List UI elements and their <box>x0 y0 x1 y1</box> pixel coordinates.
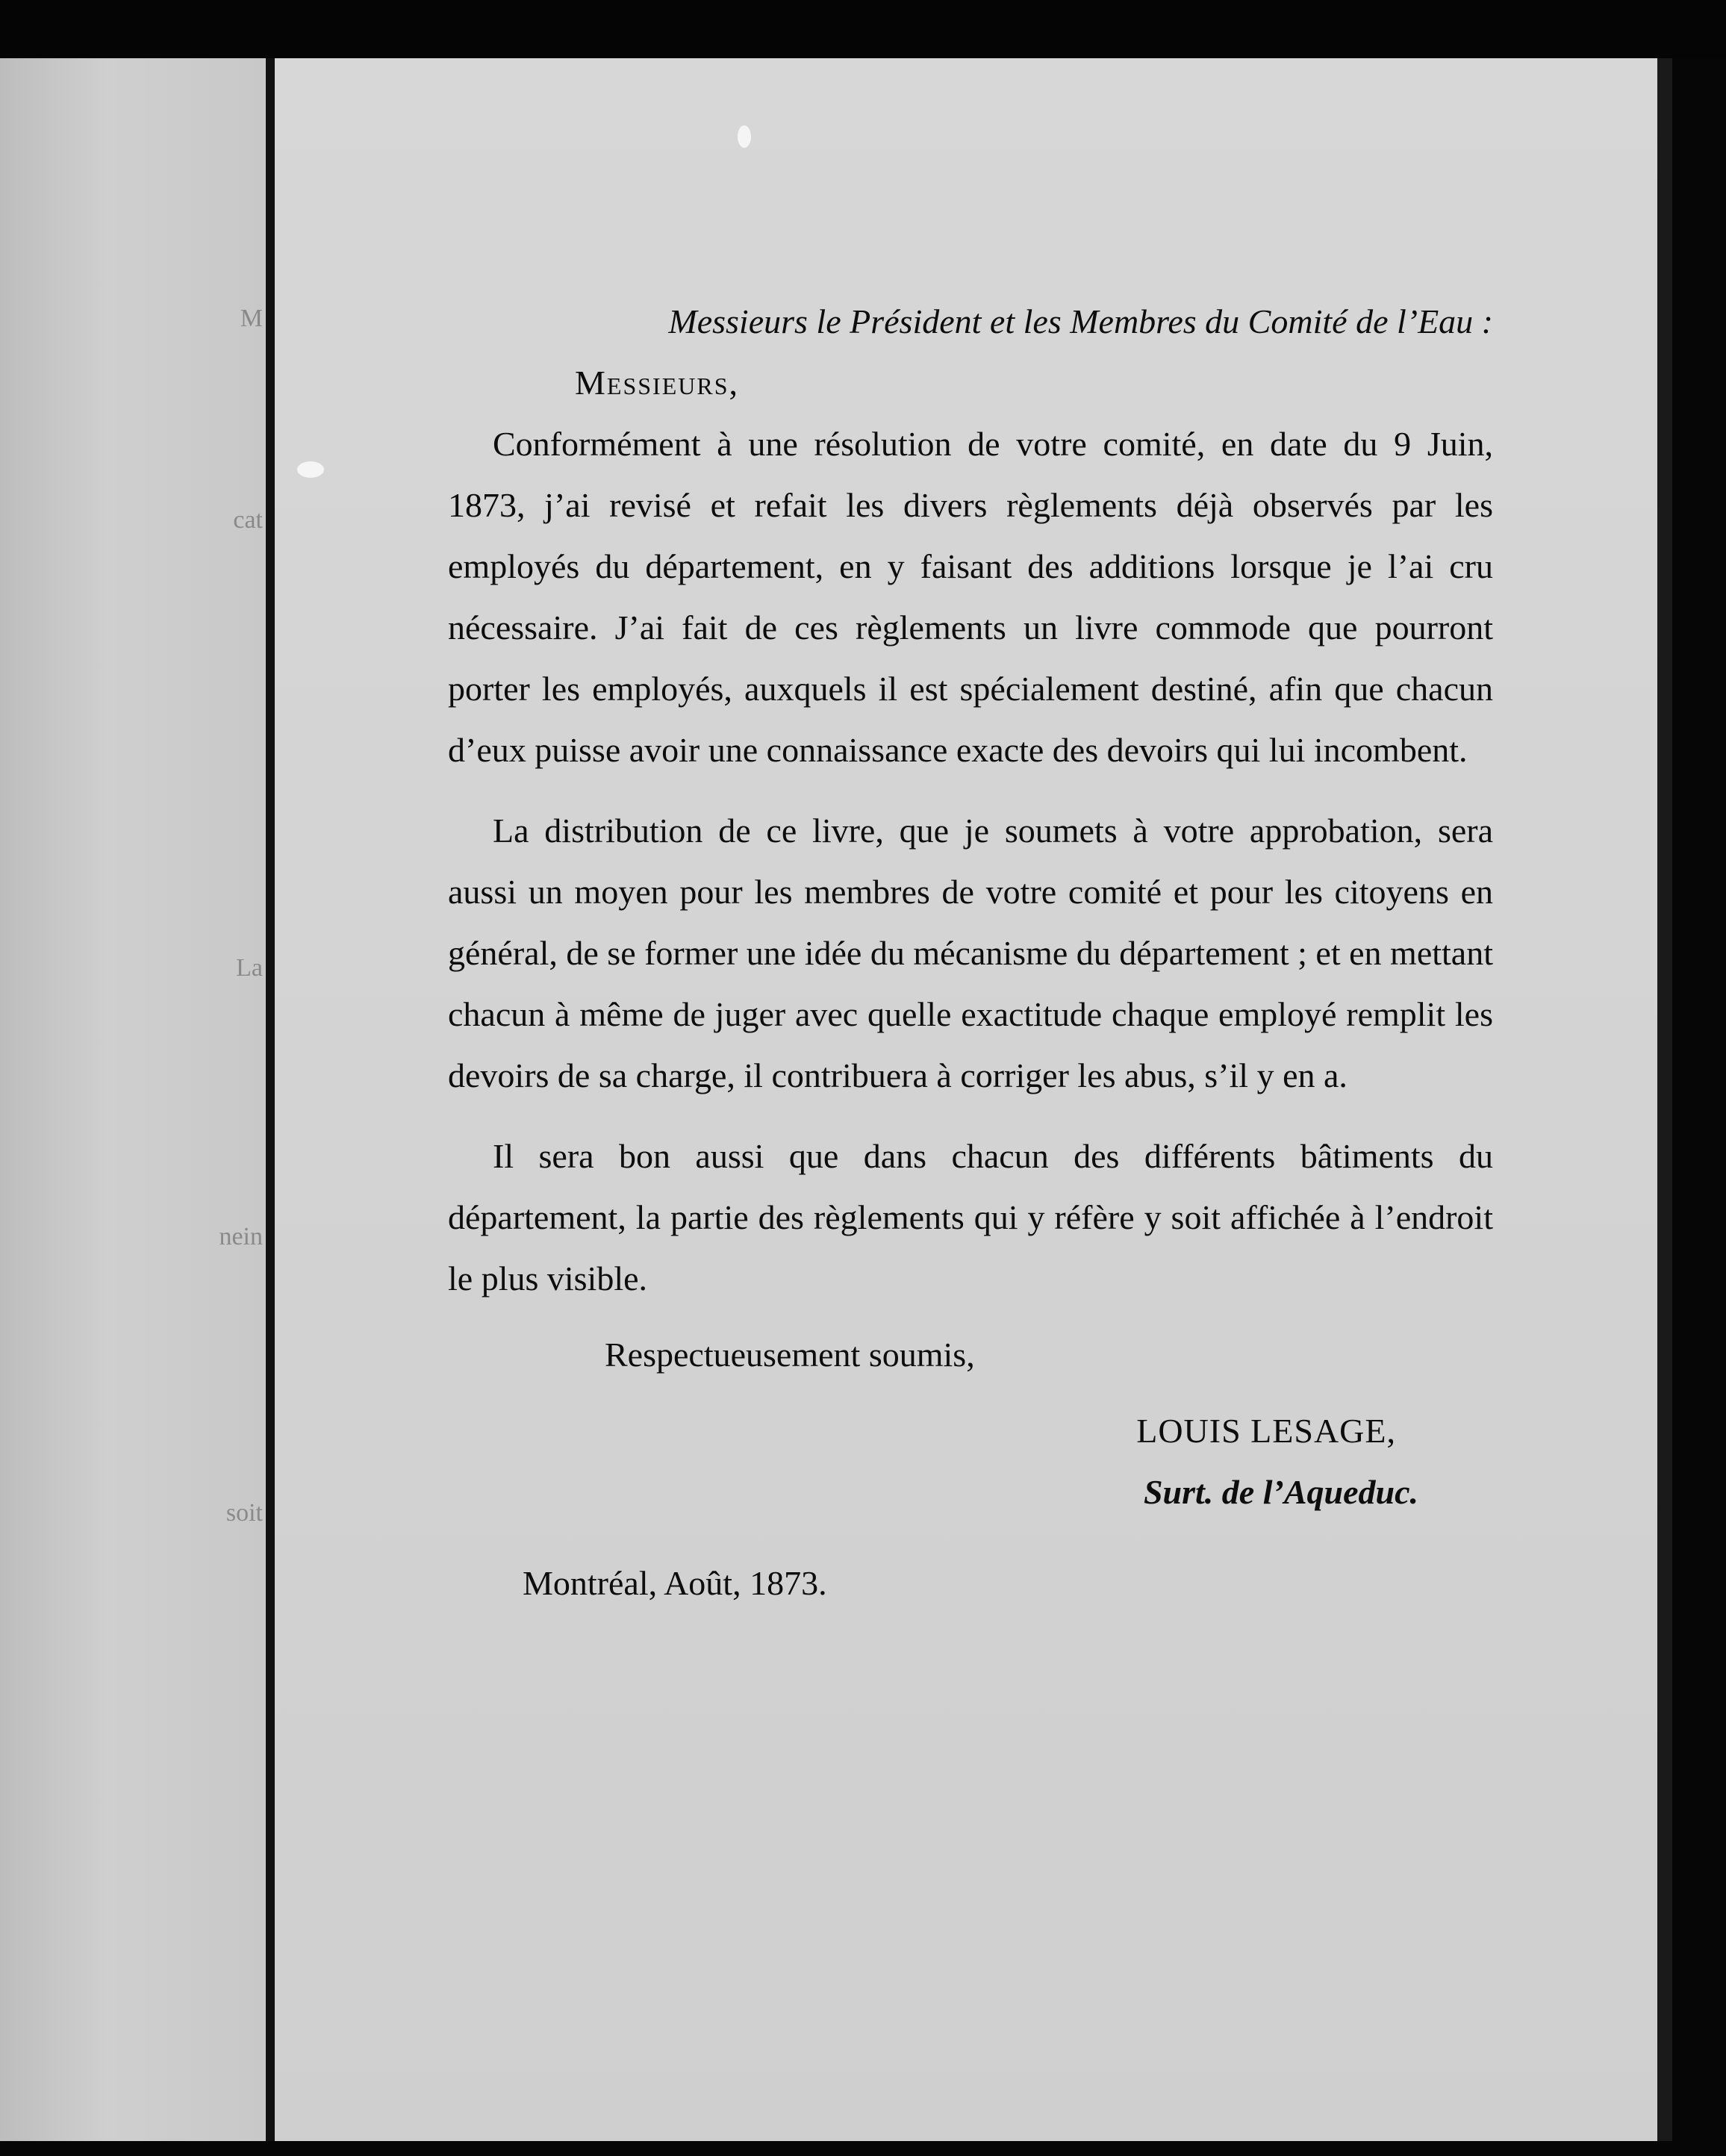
bleed-through-mark: soit <box>225 1499 263 1527</box>
bleed-through-mark: La <box>236 954 263 982</box>
signatory-name: LOUIS LESAGE, <box>1136 1412 1396 1450</box>
bleed-through-mark: M <box>240 305 263 332</box>
previous-page-edge <box>0 58 269 2141</box>
letter-paragraph: Il sera bon aussi que dans chacun des différents bâtiments du département, la partie des règlements qui y réfère y soit affichée à l’endroit le plus visible. <box>448 1137 1493 1297</box>
letter-salutation: Messieurs, <box>575 364 739 402</box>
letter-body <box>448 291 1493 1614</box>
letter-closing: Respectueusement soumis, <box>605 1336 975 1374</box>
letter-address: Messieurs le Président et les Membres du Comité de l’Eau : <box>668 302 1493 340</box>
scan-border-right <box>1657 58 1672 2141</box>
paper-speck <box>297 461 324 478</box>
letter-paragraph: La distribution de ce livre, que je soumets à votre approbation, sera aussi un moyen pour les membres de votre comité et pour les citoyens en général, de se former une idée du mécanisme du département ; et en mettant chacun à même de juger avec quelle exactitude chaque employé remplit les devoirs de sa charge, il contribuera à corriger les abus, s’il y en a. <box>448 811 1493 1094</box>
paper-speck <box>738 125 751 148</box>
signatory-title: Surt. de l’Aqueduc. <box>1143 1473 1418 1511</box>
bleed-through-mark: cat <box>233 506 263 534</box>
bleed-through-mark: nein <box>219 1223 263 1250</box>
place-and-date: Montréal, Août, 1873. <box>523 1564 827 1602</box>
page-binding <box>266 58 275 2141</box>
letter-paragraph: Conformément à une résolution de votre comité, en date du 9 Juin, 1873, j’ai revisé et refait les divers règlements déjà observés par les employés du département, en y faisant des additions lorsque je l’ai cru nécessaire. J’ai fait de ces règlements un livre commode que pourront porter les employés, auxquels il est spécialement destiné, afin que chacun d’eux puisse avoir une connaissance exacte des devoirs qui lui incombent. <box>448 425 1493 769</box>
scan-border-top <box>0 0 1726 58</box>
